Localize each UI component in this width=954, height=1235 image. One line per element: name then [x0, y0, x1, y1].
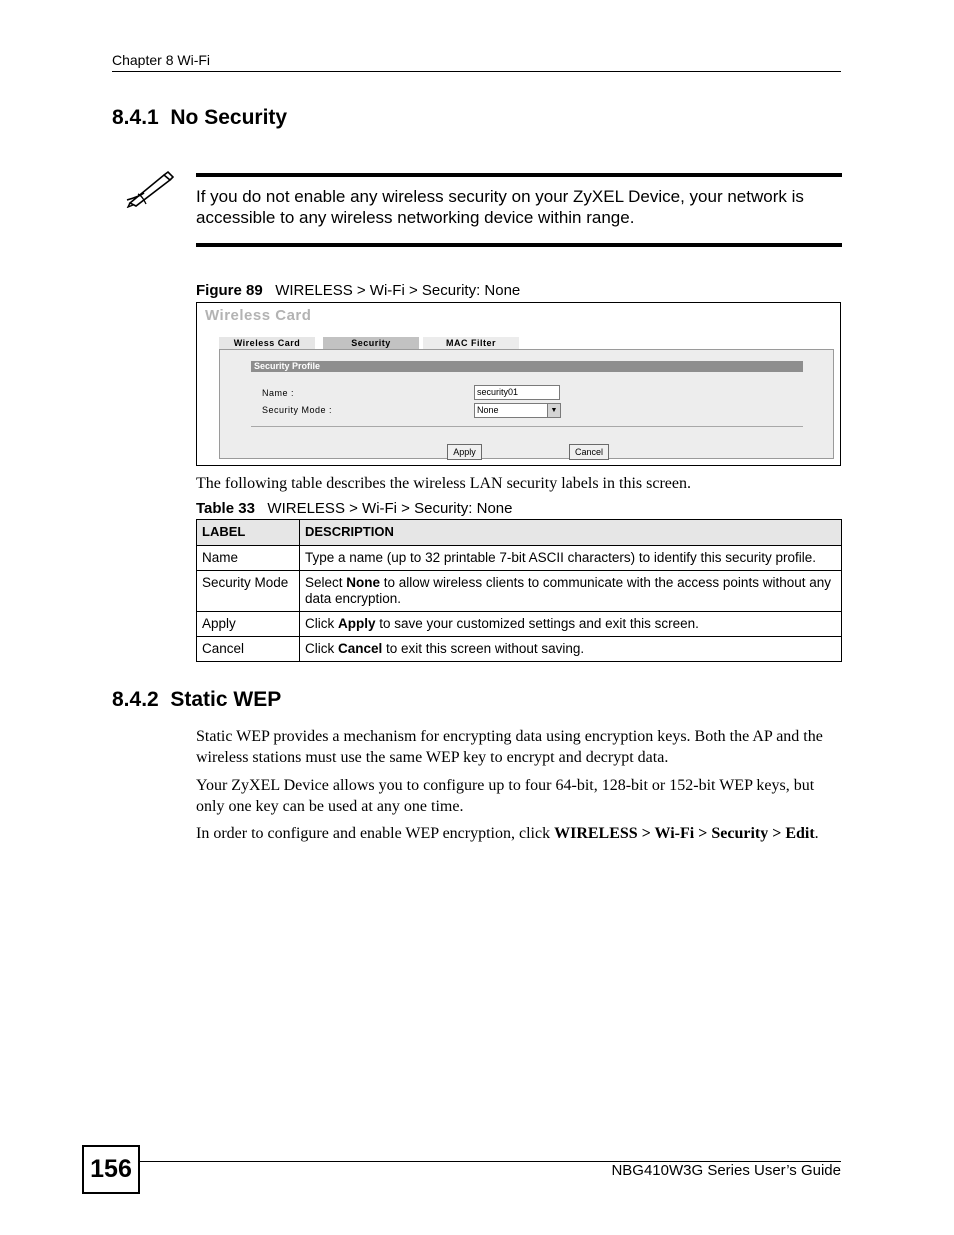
- note-text: If you do not enable any wireless security on your ZyXEL Device, your network is accessible to any wireless networking device within range.: [196, 187, 804, 227]
- row-label: Apply: [197, 612, 300, 637]
- static-wep-paragraph-2: Your ZyXEL Device allows you to configure up to four 64-bit, 128-bit or 152-bit WEP keys, but only one key can be used at any one time.: [196, 777, 815, 815]
- table-row: [197, 612, 842, 637]
- page-number: 156: [82, 1145, 140, 1194]
- cancel-button[interactable]: Cancel: [569, 444, 609, 460]
- panel-divider: [251, 426, 803, 427]
- running-header: Chapter 8 Wi-Fi: [112, 52, 211, 68]
- tab-security[interactable]: Security: [323, 337, 419, 349]
- row-description: Type a name (up to 32 printable 7-bit ASCII characters) to identify this security profile.: [300, 546, 842, 571]
- tab-wireless-card[interactable]: Wireless Card: [219, 337, 315, 349]
- row-description: Click Apply to save your customized settings and exit this screen.: [300, 612, 842, 637]
- intro-paragraph: The following table describes the wireless LAN security labels in this screen.: [196, 475, 691, 492]
- figure-caption: [196, 282, 520, 299]
- table-row: [197, 571, 842, 612]
- note-bottom-rule: [196, 243, 842, 247]
- note-top-rule: [196, 173, 842, 177]
- row-label: Name: [197, 546, 300, 571]
- figure-screenshot: [196, 302, 841, 466]
- tab-mac-filter[interactable]: MAC Filter: [423, 337, 519, 349]
- security-mode-label: Security Mode :: [262, 405, 333, 415]
- description-table: [196, 519, 842, 662]
- guide-title: NBG410W3G Series User’s Guide: [611, 1162, 841, 1179]
- security-mode-value: None: [477, 405, 499, 415]
- screen-title: Wireless Card: [205, 307, 312, 324]
- column-header-label: LABEL: [197, 520, 300, 546]
- column-header-description: DESCRIPTION: [300, 520, 842, 546]
- table-caption: [196, 500, 513, 517]
- figure-caption-text: WIRELESS > Wi-Fi > Security: None: [262, 282, 521, 299]
- security-panel: [219, 349, 834, 459]
- section-title-no-security: 8.4.1 No Security: [112, 106, 288, 129]
- static-wep-paragraph-1: Static WEP provides a mechanism for encrypting data using encryption keys. Both the AP and the wireless stations must use the same WEP key to encrypt and decrypt data.: [196, 728, 823, 766]
- table-header-row: [197, 520, 842, 546]
- row-label: Security Mode: [197, 571, 300, 612]
- table-caption-text: WIRELESS > Wi-Fi > Security: None: [254, 500, 513, 517]
- name-label: Name :: [262, 388, 295, 398]
- security-profile-bar: Security Profile: [251, 361, 803, 372]
- figure-label: Figure 89: [196, 282, 263, 299]
- apply-button[interactable]: Apply: [447, 444, 482, 460]
- menu-path: WIRELESS > Wi-Fi > Security > Edit: [554, 825, 815, 842]
- table-label: Table 33: [196, 500, 255, 517]
- row-description: Click Cancel to exit this screen without saving.: [300, 637, 842, 662]
- name-input[interactable]: security01: [474, 385, 560, 400]
- note-pen-icon: [124, 170, 174, 208]
- table-row: [197, 637, 842, 662]
- row-description: Select None to allow wireless clients to communicate with the access points without any data encryption.: [300, 571, 842, 612]
- header-rule: [112, 71, 841, 72]
- row-label: Cancel: [197, 637, 300, 662]
- table-row: [197, 546, 842, 571]
- chevron-down-icon[interactable]: ▼: [547, 404, 560, 417]
- security-mode-select[interactable]: [474, 403, 561, 418]
- section-title-static-wep: 8.4.2 Static WEP: [112, 688, 282, 711]
- static-wep-paragraph-3: In order to configure and enable WEP encryption, click WIRELESS > Wi-Fi > Security > Edit.: [196, 825, 819, 842]
